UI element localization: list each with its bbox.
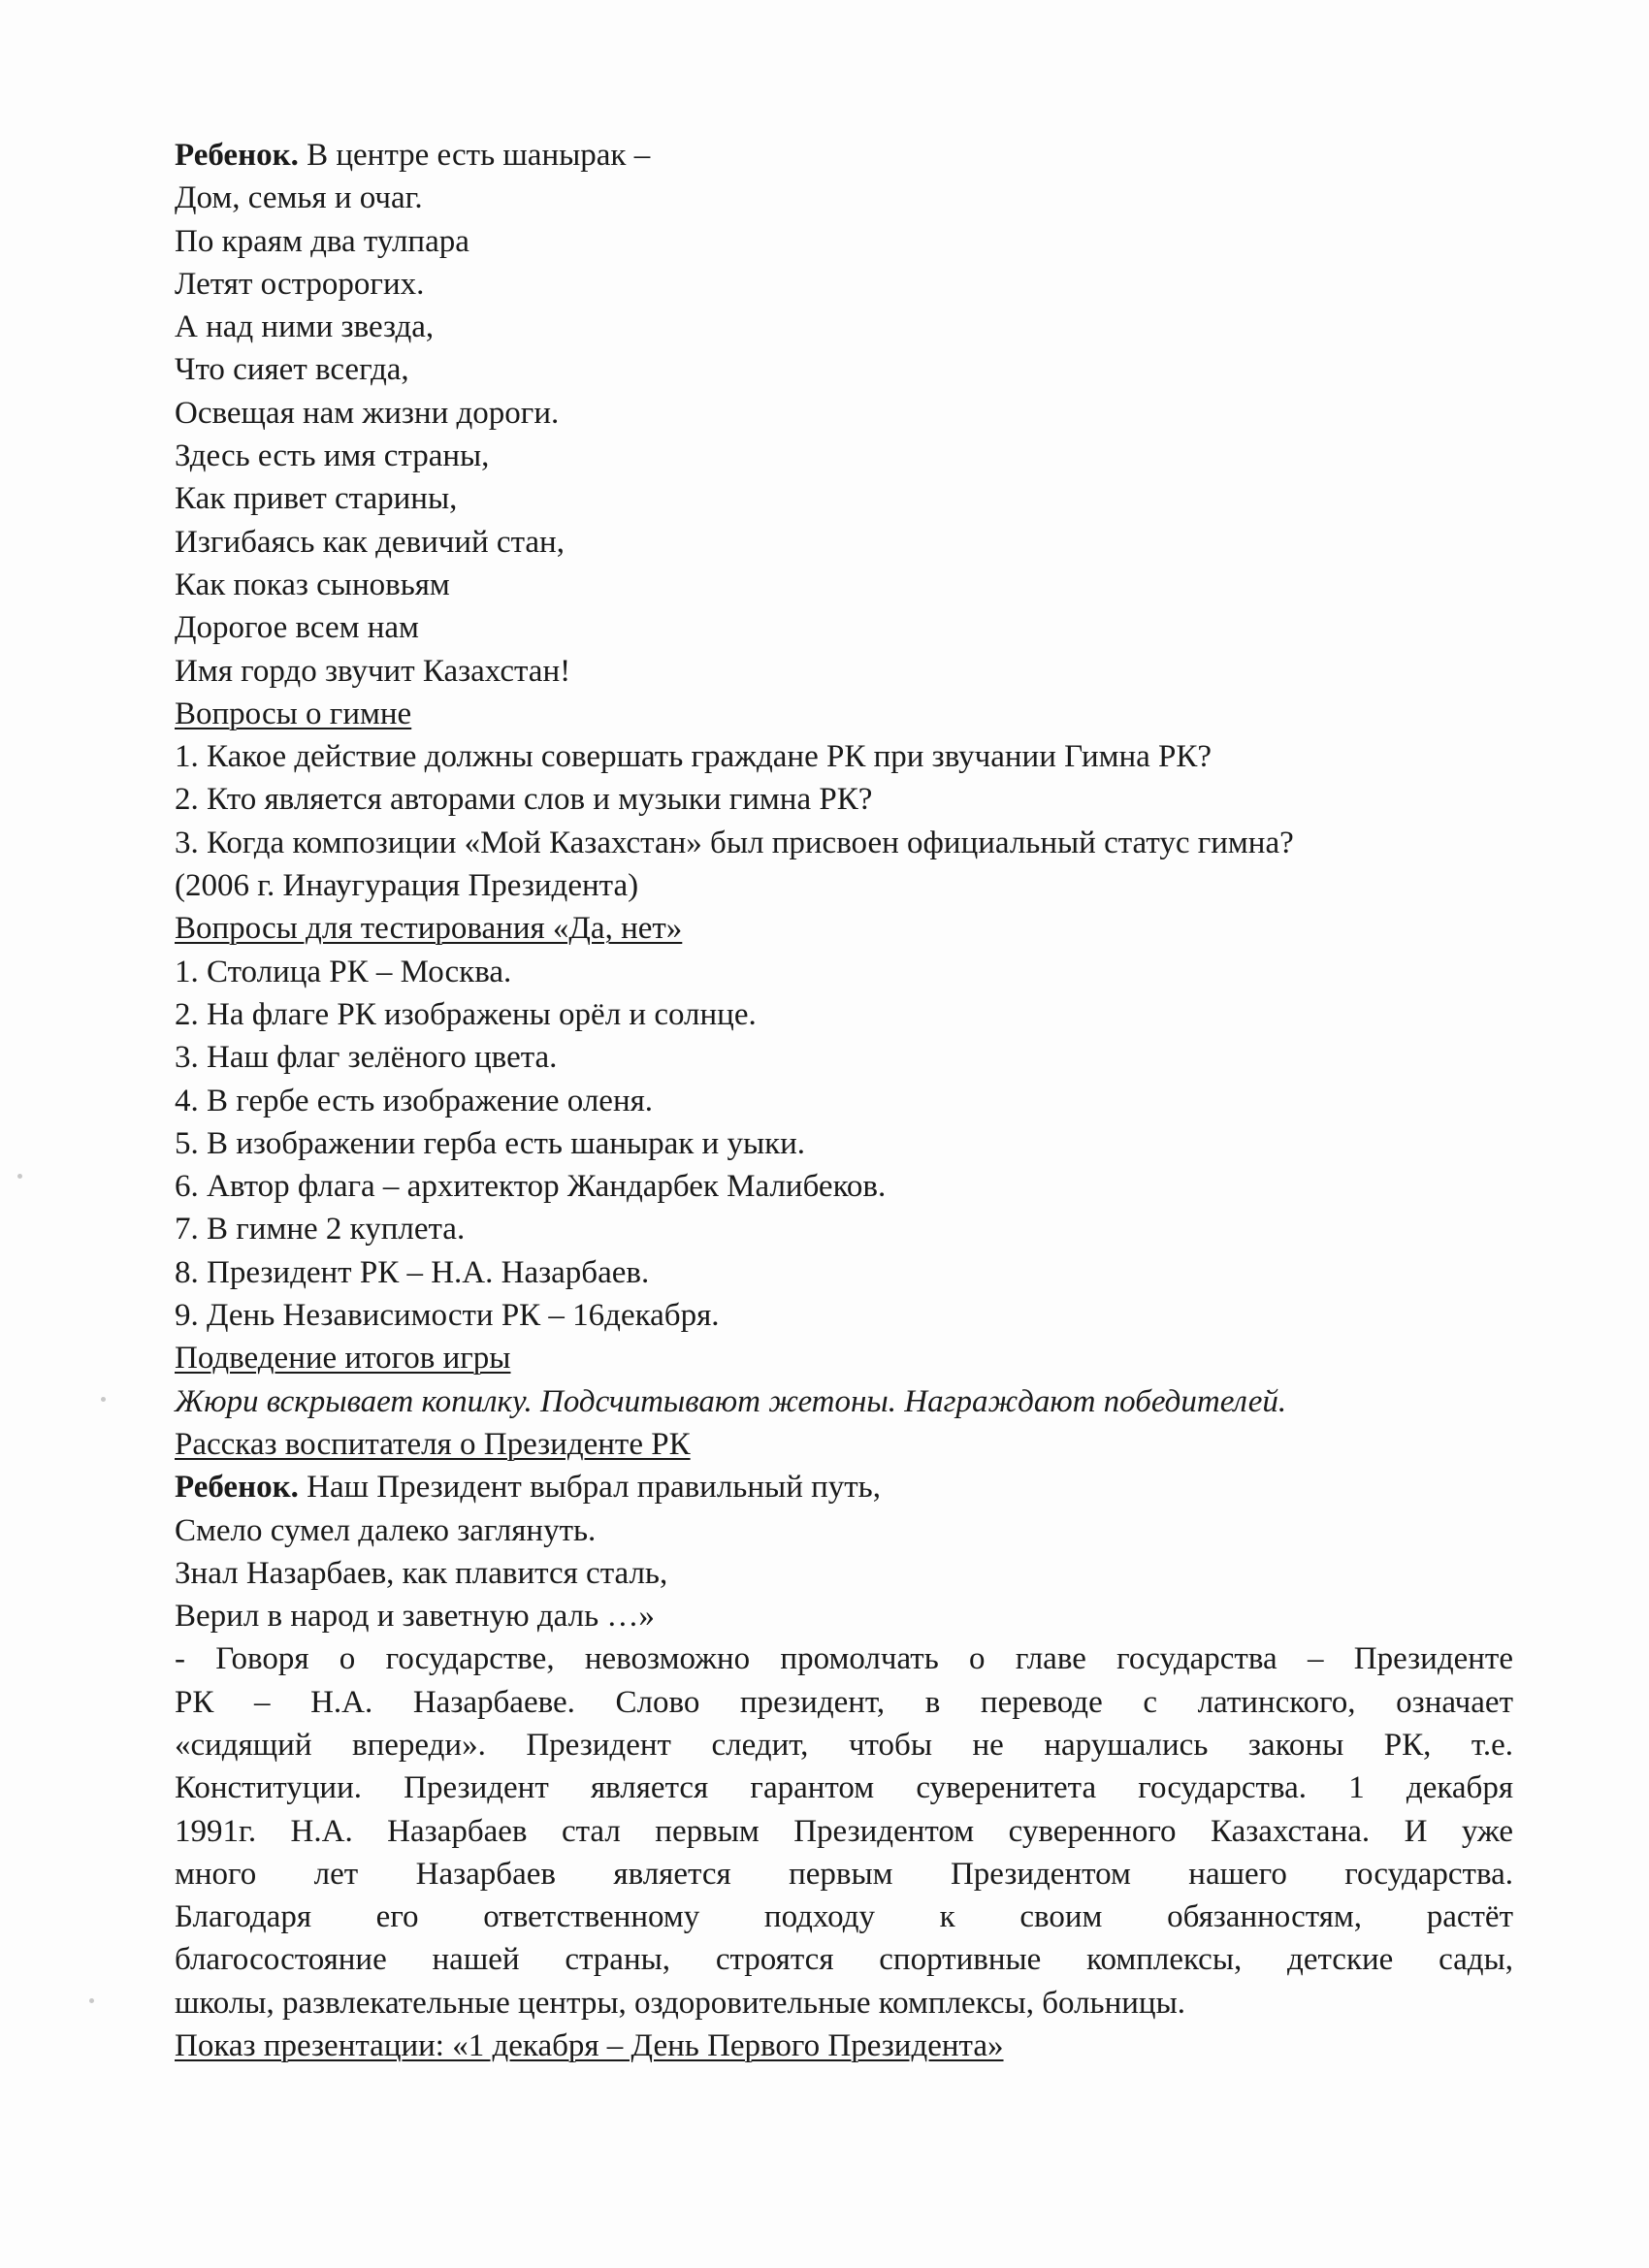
- test-line: 6. Автор флага – архитектор Жандарбек Малибеков.: [175, 1169, 887, 1205]
- test-line: 3. Наш флаг зелёного цвета.: [175, 1040, 558, 1076]
- poem-line: Наш Президент выбрал правильный путь,: [298, 1470, 881, 1506]
- test-line: 8. Президент РК – Н.А. Назарбаев.: [175, 1254, 650, 1290]
- paragraph-line: - Говоря о государстве, невозможно промолчать о главе государства – Президенте: [175, 1641, 1513, 1677]
- section-heading-test: Вопросы для тестирования «Да, нет»: [175, 911, 683, 947]
- paragraph-line: Благодаря его ответственному подходу к своим обязанностям, растёт: [175, 1899, 1513, 1935]
- poem-line: Верил в народ и заветную даль …»: [175, 1599, 655, 1635]
- poem-line: А над ними звезда,: [175, 309, 435, 345]
- question-line: 1. Какое действие должны совершать граждане РК при звучании Гимна РК?: [175, 739, 1212, 775]
- section-heading-anthem: Вопросы о гимне: [175, 696, 412, 731]
- paragraph-line: 1991г. Н.А. Назарбаев стал первым Президентом суверенного Казахстана. И уже: [175, 1813, 1513, 1849]
- section-heading-summary: Подведение итогов игры: [175, 1341, 511, 1377]
- scan-speck: [89, 1998, 94, 2003]
- test-line: 9. День Независимости РК – 16декабря.: [175, 1298, 720, 1334]
- document-text: [175, 134, 1513, 2067]
- poem-line: Летят остророгих.: [175, 266, 425, 302]
- poem-line: В центре есть шанырак –: [298, 138, 651, 173]
- poem-first-line: [175, 134, 1513, 177]
- poem-line: Освещая нам жизни дороги.: [175, 395, 560, 431]
- poem-line: Дорогое всем нам: [175, 610, 419, 646]
- speaker-label: Ребенок.: [175, 1470, 299, 1506]
- scan-speck: [101, 1397, 106, 1402]
- poem-line: Знал Назарбаев, как плавится сталь,: [175, 1555, 668, 1591]
- poem-line: По краям два тулпара: [175, 223, 469, 259]
- poem-line: Смело сумел далеко заглянуть.: [175, 1512, 597, 1548]
- summary-text: Жюри вскрывает копилку. Подсчитывают жетоны. Награждают победителей.: [175, 1383, 1287, 1419]
- poem-line: Здесь есть имя страны,: [175, 438, 490, 474]
- test-line: 5. В изображении герба есть шанырак и уыки.: [175, 1125, 806, 1161]
- test-line: 2. На флаге РК изображены орёл и солнце.: [175, 996, 757, 1032]
- poem-line: Как показ сыновьям: [175, 567, 450, 602]
- paragraph-line: «сидящий впереди». Президент следит, чтобы не нарушались законы РК, т.е.: [175, 1727, 1513, 1763]
- poem-line: Что сияет всегда,: [175, 352, 409, 388]
- paragraph-line: РК – Н.А. Назарбаеве. Слово президент, в переводе с латинского, означает: [175, 1684, 1513, 1720]
- paragraph-line: благосостояние нашей страны, строятся спортивные комплексы, детские сады,: [175, 1942, 1513, 1978]
- test-line: 1. Столица РК – Москва.: [175, 954, 512, 989]
- paragraph-line: школы, развлекательные центры, оздоровительные комплексы, больницы.: [175, 1985, 1185, 2021]
- poem-line: Имя гордо звучит Казахстан!: [175, 653, 571, 689]
- paragraph-line: Конституции. Президент является гарантом суверенитета государства. 1 декабря: [175, 1770, 1513, 1806]
- question-line: (2006 г. Инаугурация Президента): [175, 868, 639, 904]
- poem-line: Как привет старины,: [175, 481, 458, 517]
- speaker-label: Ребенок.: [175, 138, 299, 173]
- section-heading-story: Рассказ воспитателя о Президенте РК: [175, 1426, 691, 1462]
- test-line: 4. В гербе есть изображение оленя.: [175, 1083, 654, 1118]
- poem-line: Изгибаясь как девичий стан,: [175, 524, 565, 560]
- question-line: 2. Кто является авторами слов и музыки гимна РК?: [175, 782, 873, 818]
- paragraph-line: много лет Назарбаев является первым Президентом нашего государства.: [175, 1856, 1513, 1892]
- poem-line: Дом, семья и очаг.: [175, 180, 423, 216]
- section-heading-presentation: Показ презентации: «1 декабря – День Первого Президента»: [175, 2028, 1004, 2064]
- scan-speck: [17, 1174, 22, 1179]
- poem-first-line: [175, 1466, 1513, 1508]
- question-line: 3. Когда композиции «Мой Казахстан» был присвоен официальный статус гимна?: [175, 825, 1294, 860]
- test-line: 7. В гимне 2 куплета.: [175, 1212, 466, 1247]
